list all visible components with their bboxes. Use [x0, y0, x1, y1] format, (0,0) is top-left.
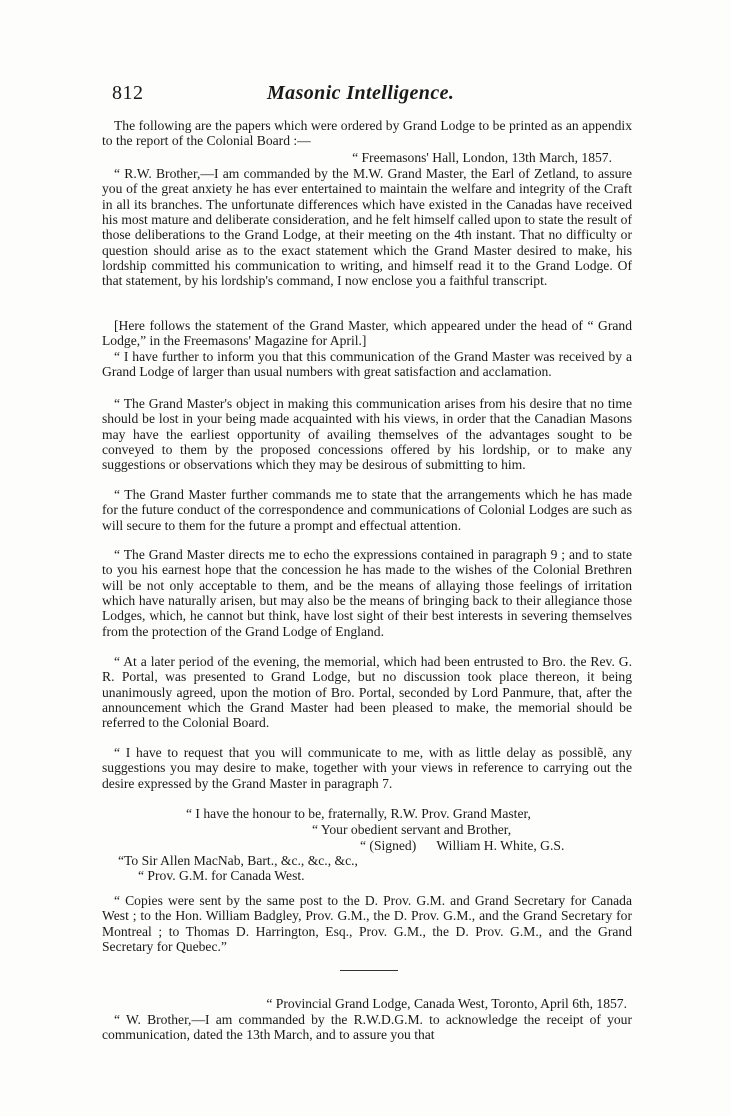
closing-line-1: “ I have the honour to be, fraternally, R.W. Prov. Grand Master, [186, 806, 531, 821]
running-title: Masonic Intelligence. [267, 82, 455, 104]
letter1-paragraph-1: “ R.W. Brother,—I am commanded by the M.W. Grand Master, the Earl of Zetland, to assure you of the great anxiety he has ever entertained to maintain the welfare and integrity of the Craft in all its branches. The unfortunate differences which have existed in the Canadas have received his most mature and deliberate consideration, and he felt himself called upon to state the result of those deliberations to the Grand Lodge, at their meeting on the 4th instant. That no difficulty or question should arise as to the exact statement which the Grand Master desired to make, his lordship committed his communication to writing, and himself read it to the Grand Lodge. Of that statement, by his lordship's command, I now enclose you a faithful transcript. [102, 166, 632, 289]
copies-paragraph: “ Copies were sent by the same post to the D. Prov. G.M. and Grand Secretary for Canada West ; to the Hon. William Badgley, Prov. G.M., the D. Prov. G.M., and the Grand Secretary for Montreal ; to Thomas D. Harrington, Esq., Prov. G.M., the D. Prov. G.M., and the Grand Secretary for Quebec.” [102, 893, 632, 955]
letter1-paragraph-4: “ The Grand Master's object in making this communication arises from his desire that no time should be lost in your being made acquainted with his views, in order that the Canadian Masons may have the earliest opportunity of availing themselves of the advantages sought to be conveyed to them by the proposed concessions offered by his lordship, or to make any suggestions or observations which they may be desirous of submitting to him. [102, 396, 632, 473]
letter1-paragraph-7: “ At a later period of the evening, the memorial, which had been entrusted to Bro. the Rev. G. R. Portal, was presented to Grand Lodge, but no discussion took place thereon, it being unanimously agreed, upon the motion of Bro. Portal, seconded by Lord Panmure, that, after the announcement which the Grand Master had been pleased to make, the memorial should be referred to the Colonial Board. [102, 654, 632, 731]
letter1-paragraph-5: “ The Grand Master further commands me to state that the arrangements which he has made for the future conduct of the correspondence and communications of Colonial Lodges are such as will secure to them for the future a prompt and effectual attention. [102, 487, 632, 533]
signature-line: “ (Signed) William H. White, G.S. [360, 838, 565, 853]
address-line-2: “ Prov. G.M. for Canada West. [138, 868, 305, 883]
page-number: 812 [112, 82, 144, 104]
letter1-dateline: “ Freemasons' Hall, London, 13th March, 1857. [352, 150, 612, 165]
letter1-paragraph-8: “ I have to request that you will communicate to me, with as little delay as possiblẽ, any suggestions you may desire to make, together with your views in reference to carrying out the desire expressed by the Grand Master in paragraph 7. [102, 745, 632, 791]
letter2-dateline: “ Provincial Grand Lodge, Canada West, Toronto, April 6th, 1857. [266, 996, 627, 1011]
letter1-paragraph-2: [Here follows the statement of the Grand Master, which appeared under the head of “ Grand Lodge,” in the Freemasons' Magazine for April.] [102, 318, 632, 349]
section-divider [340, 970, 398, 971]
letter2-paragraph-1: “ W. Brother,—I am commanded by the R.W.D.G.M. to acknowledge the receipt of your communication, dated the 13th March, and to assure you that [102, 1012, 632, 1043]
address-line-1: “To Sir Allen MacNab, Bart., &c., &c., &c., [118, 853, 358, 868]
letter1-paragraph-3: “ I have further to inform you that this communication of the Grand Master was received by a Grand Lodge of larger than usual numbers with great satisfaction and acclamation. [102, 349, 632, 380]
closing-line-2: “ Your obedient servant and Brother, [312, 822, 512, 837]
page-header [112, 82, 632, 108]
letter1-paragraph-6: “ The Grand Master directs me to echo the expressions contained in paragraph 9 ; and to state to you his earnest hope that the concession he has made to the wishes of the Colonial Brethren will be not only acceptable to them, and be the means of allaying those feelings of irritation which have naturally arisen, but may also be the means of bringing back to their allegiance those Lodges, which, he cannot but think, have lost sight of their best interests in severing themselves from the protection of the Grand Lodge of England. [102, 547, 632, 639]
intro-paragraph: The following are the papers which were ordered by Grand Lodge to be printed as an appendix to the report of the Colonial Board :— [102, 118, 632, 149]
